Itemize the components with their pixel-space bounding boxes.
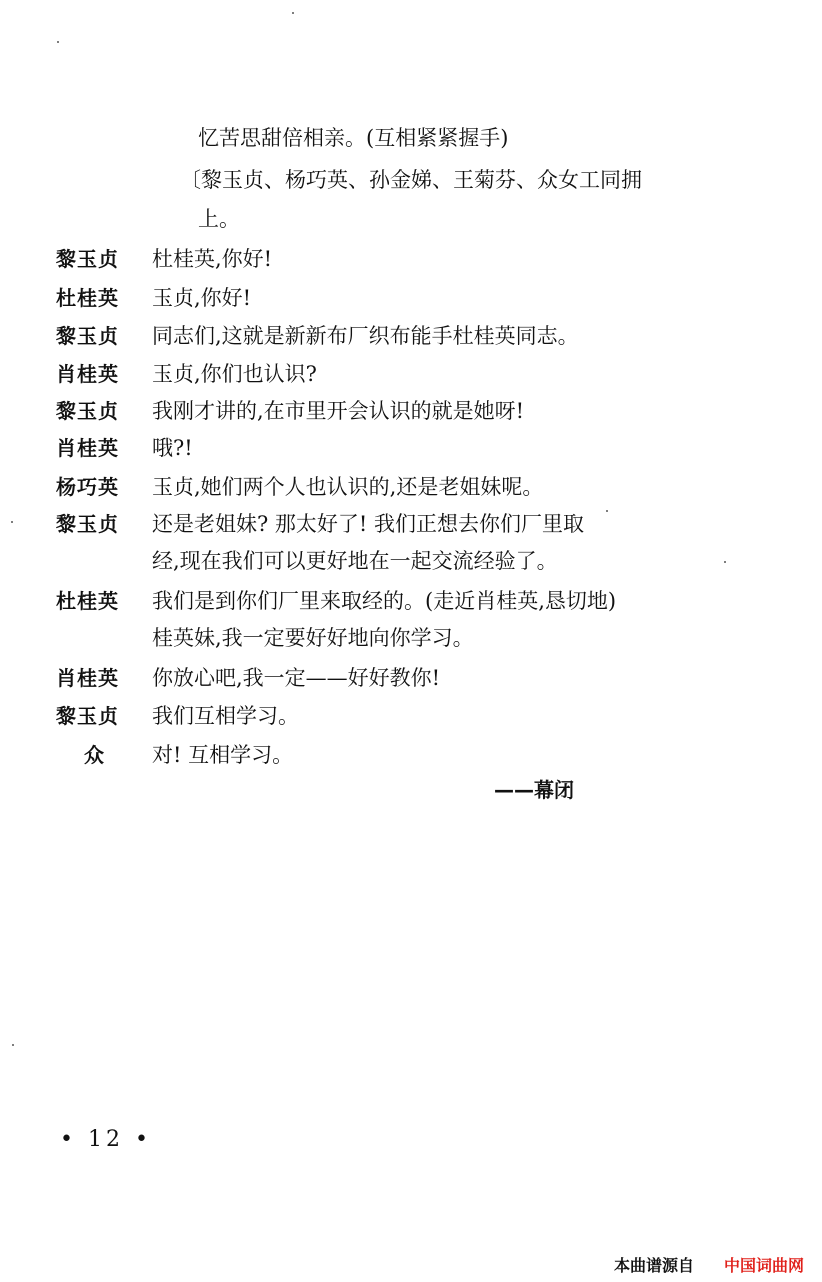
speaker-name: 黎玉贞 xyxy=(56,247,119,271)
dialogue-line xyxy=(0,504,822,544)
dialogue-text: 忆苦思甜倍相亲。(互相紧紧握手) xyxy=(198,126,509,150)
speaker-name: 黎玉贞 xyxy=(56,512,119,536)
stage-direction xyxy=(0,118,822,158)
dialogue-line xyxy=(0,391,822,431)
dialogue-continuation xyxy=(0,541,822,581)
dialogue-text: 玉贞,你好! xyxy=(152,286,252,310)
dialogue-text: 同志们,这就是新新布厂织布能手杜桂英同志。 xyxy=(152,324,579,348)
dialogue-text: 哦?! xyxy=(152,436,193,460)
footer-site-link[interactable]: 中国词曲网 xyxy=(724,1256,805,1275)
dialogue-line xyxy=(0,428,822,468)
speaker-name: 肖桂英 xyxy=(56,436,119,460)
dialogue-text: 我刚才讲的,在市里开会认识的就是她呀! xyxy=(152,399,525,423)
dialogue-text: 我们互相学习。 xyxy=(152,704,299,728)
dialogue-line xyxy=(0,239,822,279)
speaker-name: 肖桂英 xyxy=(56,666,119,690)
page-number: • 12 • xyxy=(60,1127,152,1152)
dialogue-line xyxy=(0,316,822,356)
dialogue-text: 对! 互相学习。 xyxy=(152,743,294,767)
dialogue-text: 杜桂英,你好! xyxy=(152,247,273,271)
dialogue-line xyxy=(0,658,822,698)
dialogue-text: 〔黎玉贞、杨巧英、孙金娣、王菊芬、众女工同拥 xyxy=(180,168,642,192)
speaker-name: 黎玉贞 xyxy=(56,704,119,728)
scan-speck xyxy=(12,1044,14,1046)
speaker-name: 众 xyxy=(84,743,105,767)
dialogue-text: 经,现在我们可以更好地在一起交流经验了。 xyxy=(152,549,558,573)
speaker-name: 肖桂英 xyxy=(56,362,119,386)
dialogue-text: 桂英妹,我一定要好好地向你学习。 xyxy=(152,626,474,650)
speaker-name: 黎玉贞 xyxy=(56,399,119,423)
dialogue-line xyxy=(0,278,822,318)
scan-speck xyxy=(724,561,726,563)
scan-speck xyxy=(292,12,294,14)
dialogue-text: 你放心吧,我一定——好好教你! xyxy=(152,666,441,690)
speaker-name: 杜桂英 xyxy=(56,589,119,613)
dialogue-text: 我们是到你们厂里来取经的。(走近肖桂英,恳切地) xyxy=(152,589,617,613)
stage-direction xyxy=(0,160,822,200)
dialogue-line xyxy=(0,467,822,507)
curtain-close: ——幕闭 xyxy=(494,778,574,802)
footer-source-label: 本曲谱源自 xyxy=(614,1256,695,1275)
dialogue-line xyxy=(0,735,822,775)
stage-direction xyxy=(0,199,822,239)
dialogue-line xyxy=(0,581,822,621)
dialogue-text: 玉贞,她们两个人也认识的,还是老姐妹呢。 xyxy=(152,475,544,499)
dialogue-line xyxy=(0,354,822,394)
speaker-name: 杨巧英 xyxy=(56,475,119,499)
scan-speck xyxy=(606,510,608,512)
dialogue-text: 还是老姐妹? 那太好了! 我们正想去你们厂里取 xyxy=(152,512,585,536)
dialogue-text: 玉贞,你们也认识? xyxy=(152,362,317,386)
scan-speck xyxy=(57,41,59,43)
speaker-name: 杜桂英 xyxy=(56,286,119,310)
dialogue-continuation xyxy=(0,618,822,658)
dialogue-text: 上。 xyxy=(198,207,240,231)
dialogue-line xyxy=(0,696,822,736)
scan-speck xyxy=(11,521,13,523)
speaker-name: 黎玉贞 xyxy=(56,324,119,348)
